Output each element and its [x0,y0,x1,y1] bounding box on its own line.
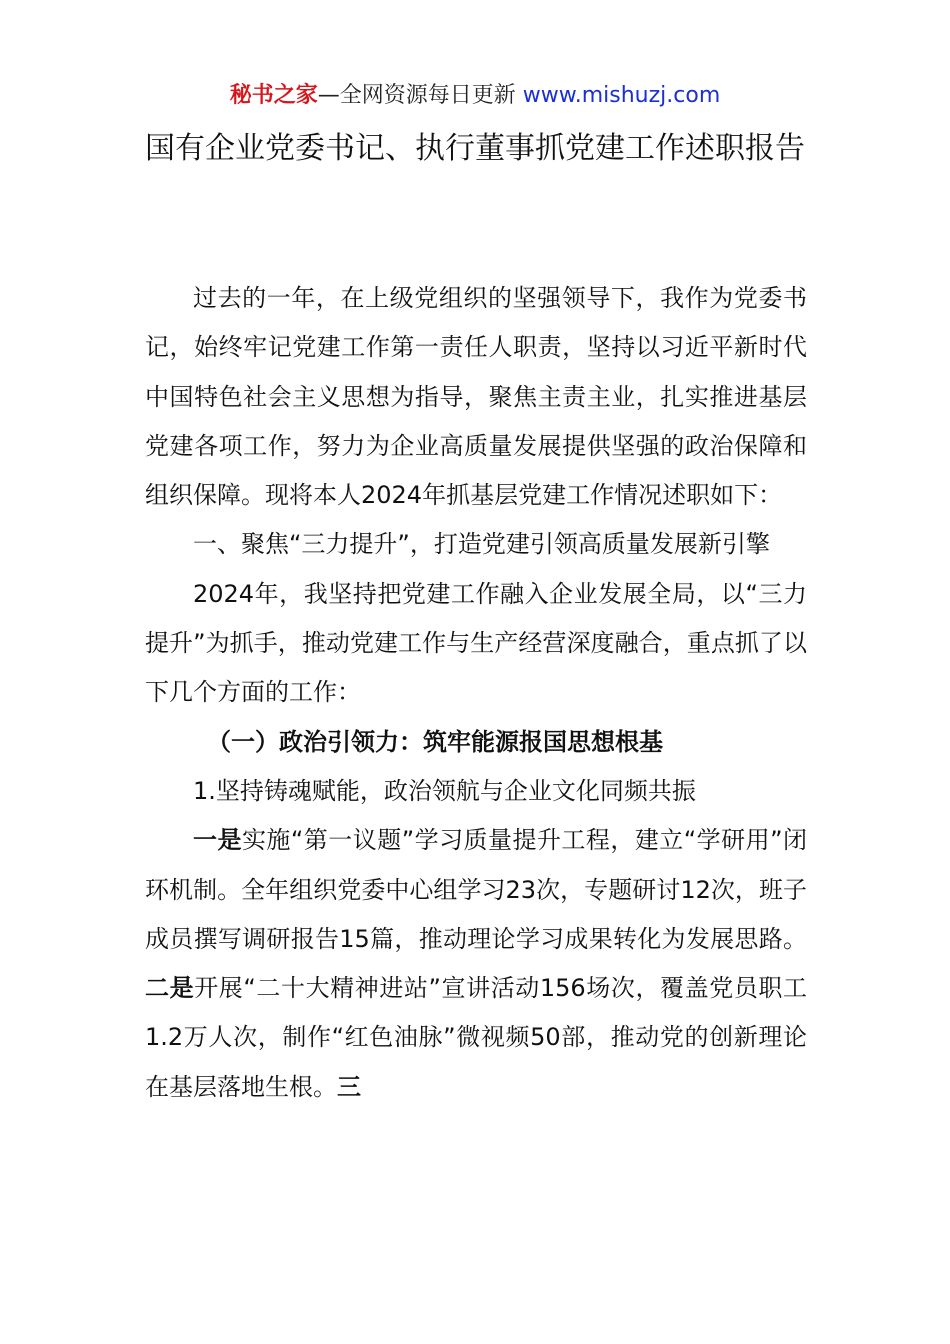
brand-name: 秘书之家 [229,83,318,108]
lead-marker: 二是 [145,974,195,1003]
header-tagline: —全网资源每日更新 [317,83,523,108]
item-text: 实施“第一议题”学习质量提升工程，建立“学研用”闭环机制。全年组织党委中心组学习23次，专题研讨12次，班子成员撰写调研报告15篇，推动理论学习成果转化为发展思路。 [145,826,808,953]
lead-marker: 三 [337,1072,361,1101]
document-title: 国有企业党委书记、执行董事抓党建工作述职报告 [145,131,805,166]
intro-paragraph: 过去的一年，在上级党组织的坚强领导下，我作为党委书记，始终牢记党建工作第一责任人职责，坚持以习近平新时代中国特色社会主义思想为指导，聚焦主责主业，扎实推进基层党建各项工作，努力为企业高质量发展提供坚强的政治保障和组织保障。现将本人2024年抓基层党建工作情况述职如下： [145,284,807,510]
site-url[interactable]: www.mishuzj.com [522,83,721,108]
item-paragraph [145,816,807,1112]
document-body [145,274,807,1112]
section-heading: 一、聚焦“三力提升”，打造党建引领高质量发展新引擎 [193,530,770,559]
item-heading: 1.坚持铸魂赋能，政治领航与企业文化同频共振 [193,776,696,805]
site-header [0,80,950,112]
section-intro-paragraph: 2024年，我坚持把党建工作融入企业发展全局，以“三力提升”为抓手，推动党建工作与生产经营深度融合，重点抓了以下几个方面的工作： [145,579,807,707]
subsection-heading: （一）政治引领力：筑牢能源报国思想根基 [207,727,663,756]
lead-marker: 一是 [193,826,242,855]
item-text: 开展“二十大精神进站”宣讲活动156场次，覆盖党员职工1.2万人次，制作“红色油脉”微视频50部，推动党的创新理论在基层落地生根。 [145,974,807,1101]
